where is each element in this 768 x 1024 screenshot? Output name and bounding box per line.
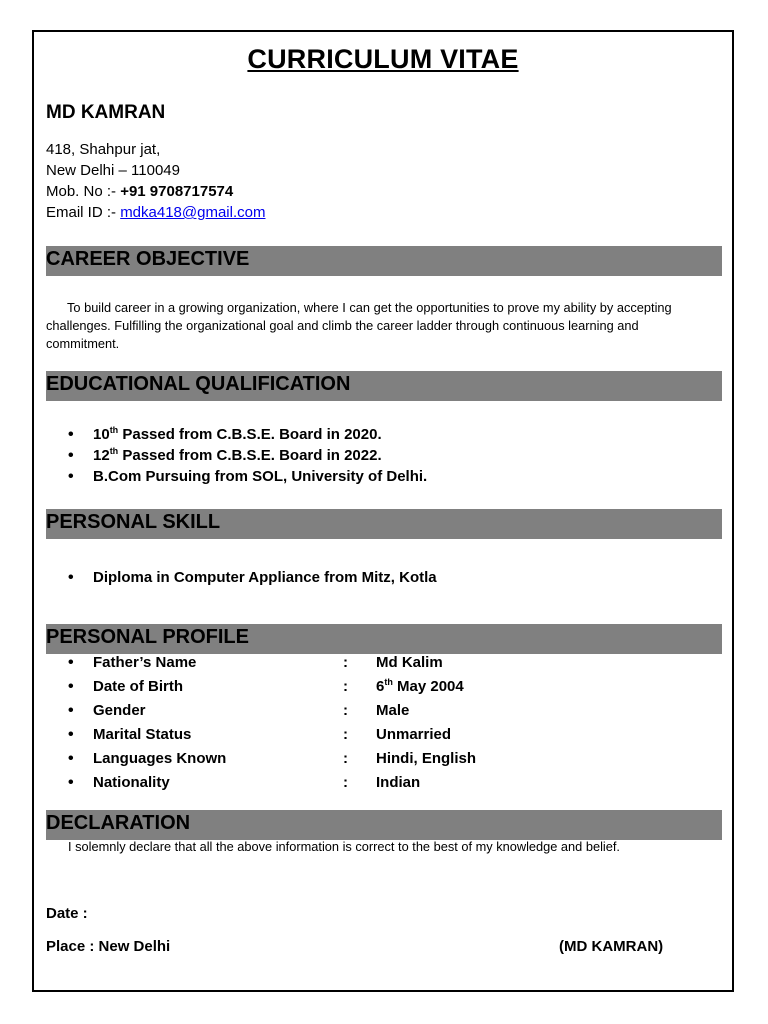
skill-list <box>68 567 437 588</box>
skill-item: • Diploma in Computer Appliance from Mitz, Kotla <box>68 567 437 588</box>
profile-label: Gender <box>93 702 146 719</box>
profile-row-father: • Father’s Name : Md Kalim <box>68 654 443 671</box>
profile-value: Indian <box>376 774 421 791</box>
profile-row-dob: • Date of Birth : 6th May 2004 <box>68 677 464 695</box>
education-item: • 12th Passed from C.B.S.E. Board in 2022. <box>68 445 427 466</box>
section-heading-profile: PERSONAL PROFILE <box>46 626 249 648</box>
education-item: • B.Com Pursuing from SOL, University of Delhi. <box>68 466 427 487</box>
profile-row-gender: • Gender : Male <box>68 702 410 719</box>
profile-value: Hindi, English <box>376 750 476 767</box>
date-label: Date : <box>46 905 88 922</box>
section-heading-declaration: DECLARATION <box>46 812 191 834</box>
profile-label: Nationality <box>93 774 170 791</box>
email-label: Email ID :- <box>46 204 121 221</box>
place-label: Place : New Delhi <box>46 938 171 955</box>
document-title: CURRICULUM VITAE <box>247 44 519 74</box>
section-heading-career: CAREER OBJECTIVE <box>46 248 250 270</box>
mobile-number: +91 9708717574 <box>120 183 234 200</box>
address-line-1: 418, Shahpur jat, <box>46 141 161 158</box>
candidate-name: MD KAMRAN <box>46 102 166 123</box>
profile-label: Father’s Name <box>93 654 197 671</box>
profile-value: Unmarried <box>376 726 452 743</box>
profile-label: Marital Status <box>93 726 192 743</box>
profile-label: Languages Known <box>93 750 227 767</box>
profile-row-languages: • Languages Known : Hindi, English <box>68 750 476 767</box>
email-link[interactable]: mdka418@gmail.com <box>120 204 266 221</box>
profile-label: Date of Birth <box>93 678 183 695</box>
profile-value: Male <box>376 702 410 719</box>
education-item: • 10th Passed from C.B.S.E. Board in 2020. <box>68 424 427 445</box>
career-objective-text: To build career in a growing organization, where I can get the opportunities to prove my ability by accepting challenges. Fulfilling the organizational goal and climb the career ladder through continuous learning and commitment. <box>46 300 672 351</box>
section-heading-education: EDUCATIONAL QUALIFICATION <box>46 373 351 395</box>
signature-name: (MD KAMRAN) <box>559 938 664 955</box>
profile-value: 6th May 2004 <box>376 677 464 695</box>
profile-value: Md Kalim <box>376 654 443 671</box>
section-heading-skill: PERSONAL SKILL <box>46 511 221 533</box>
address-line-2: New Delhi – 110049 <box>46 162 180 179</box>
mobile-label: Mob. No :- <box>46 183 121 200</box>
education-list <box>68 424 427 487</box>
profile-row-nationality: • Nationality : Indian <box>68 774 421 791</box>
email-line <box>46 202 265 223</box>
profile-row-marital: • Marital Status : Unmarried <box>68 726 452 743</box>
mobile-line <box>46 181 233 202</box>
declaration-text: I solemnly declare that all the above information is correct to the best of my knowledge and belief. <box>68 839 620 854</box>
